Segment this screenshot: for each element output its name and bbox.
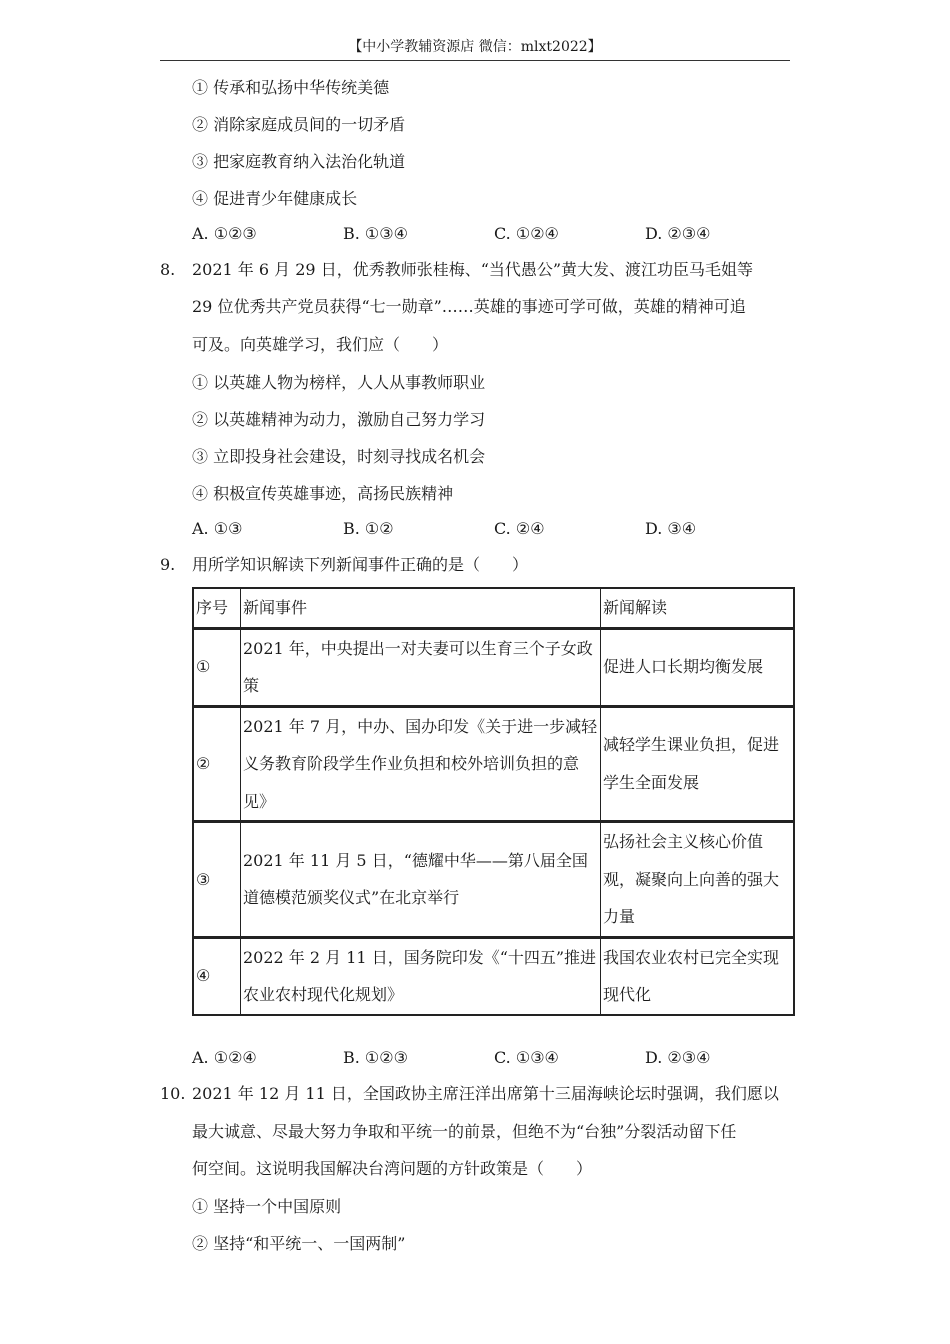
q10-item-2: ② 坚持“和平统一、一国两制” [192,1234,406,1253]
row-reading: 我国农业农村已完全实现现代化 [601,937,795,1015]
q8-stem-line-1: 2021 年 6 月 29 日，优秀教师张桂梅、“当代愚公”黄大发、渡江功臣马毛姐等 [192,260,754,279]
header-event: 新闻事件 [241,588,601,628]
row-reading: 弘扬社会主义核心价值观，凝聚向上向善的强大力量 [601,822,795,938]
row-event: 2021 年 11 月 5 日，“德耀中华——第八届全国道德模范颁奖仪式”在北京举行 [241,822,601,938]
table-row [193,628,794,706]
q8-option-a[interactable]: A. ①③ [192,519,243,538]
q10-stem-line-1: 2021 年 12 月 11 日，全国政协主席汪洋出席第十三届海峡论坛时强调，我们愿以 [192,1084,779,1103]
q8-option-d[interactable]: D. ③④ [645,519,697,538]
q9-option-a[interactable]: A. ①②④ [192,1048,257,1067]
q9-stem: 用所学知识解读下列新闻事件正确的是（ ） [192,555,529,574]
q9-option-d[interactable]: D. ②③④ [645,1048,711,1067]
row-event: 2022 年 2 月 11 日，国务院印发《“十四五”推进农业农村现代化规划》 [241,937,601,1015]
q7-option-c[interactable]: C. ①②④ [494,224,559,243]
q10-item-1: ① 坚持一个中国原则 [192,1197,342,1216]
row-index: ④ [193,937,241,1015]
row-event: 2021 年，中央提出一对夫妻可以生育三个子女政策 [241,628,601,706]
q10-number: 10. [160,1084,186,1103]
q8-item-4: ④ 积极宣传英雄事迹，高扬民族精神 [192,484,454,503]
q9-number: 9. [160,555,176,574]
page-header: 【中小学教辅资源店 微信：mlxt2022】 [160,36,790,61]
q7-item-3: ③ 把家庭教育纳入法治化轨道 [192,152,406,171]
table-row [193,937,794,1015]
q9-option-c[interactable]: C. ①③④ [494,1048,559,1067]
row-index: ② [193,706,241,822]
q7-option-a[interactable]: A. ①②③ [192,224,257,243]
table-header-row [193,588,794,628]
q8-option-b[interactable]: B. ①② [343,519,394,538]
q8-item-1: ① 以英雄人物为榜样，人人从事教师职业 [192,373,486,392]
q9-option-b[interactable]: B. ①②③ [343,1048,408,1067]
row-index: ① [193,628,241,706]
row-reading: 减轻学生课业负担，促进学生全面发展 [601,706,795,822]
row-reading: 促进人口长期均衡发展 [601,628,795,706]
q8-option-c[interactable]: C. ②④ [494,519,545,538]
table-row [193,706,794,822]
news-table [192,587,795,1016]
q8-item-2: ② 以英雄精神为动力，激励自己努力学习 [192,410,486,429]
header-reading: 新闻解读 [601,588,795,628]
table-row [193,822,794,938]
q7-item-2: ② 消除家庭成员间的一切矛盾 [192,115,406,134]
q7-item-1: ① 传承和弘扬中华传统美德 [192,78,390,97]
q7-item-4: ④ 促进青少年健康成长 [192,189,358,208]
q8-stem-line-2: 29 位优秀共产党员获得“七一勋章”……英雄的事迹可学可做，英雄的精神可追 [192,297,746,316]
q7-option-d[interactable]: D. ②③④ [645,224,711,243]
q8-number: 8. [160,260,176,279]
q10-stem-line-3: 何空间。这说明我国解决台湾问题的方针政策是（ ） [192,1159,593,1178]
q8-item-3: ③ 立即投身社会建设，时刻寻找成名机会 [192,447,486,466]
row-index: ③ [193,822,241,938]
q7-option-b[interactable]: B. ①③④ [343,224,408,243]
q10-stem-line-2: 最大诚意、尽最大努力争取和平统一的前景，但绝不为“台独”分裂活动留下任 [192,1122,737,1141]
row-event: 2021 年 7 月，中办、国办印发《关于进一步减轻义务教育阶段学生作业负担和校外培训负担的意见》 [241,706,601,822]
header-index: 序号 [193,588,241,628]
q8-stem-line-3: 可及。向英雄学习，我们应（ ） [192,335,449,354]
